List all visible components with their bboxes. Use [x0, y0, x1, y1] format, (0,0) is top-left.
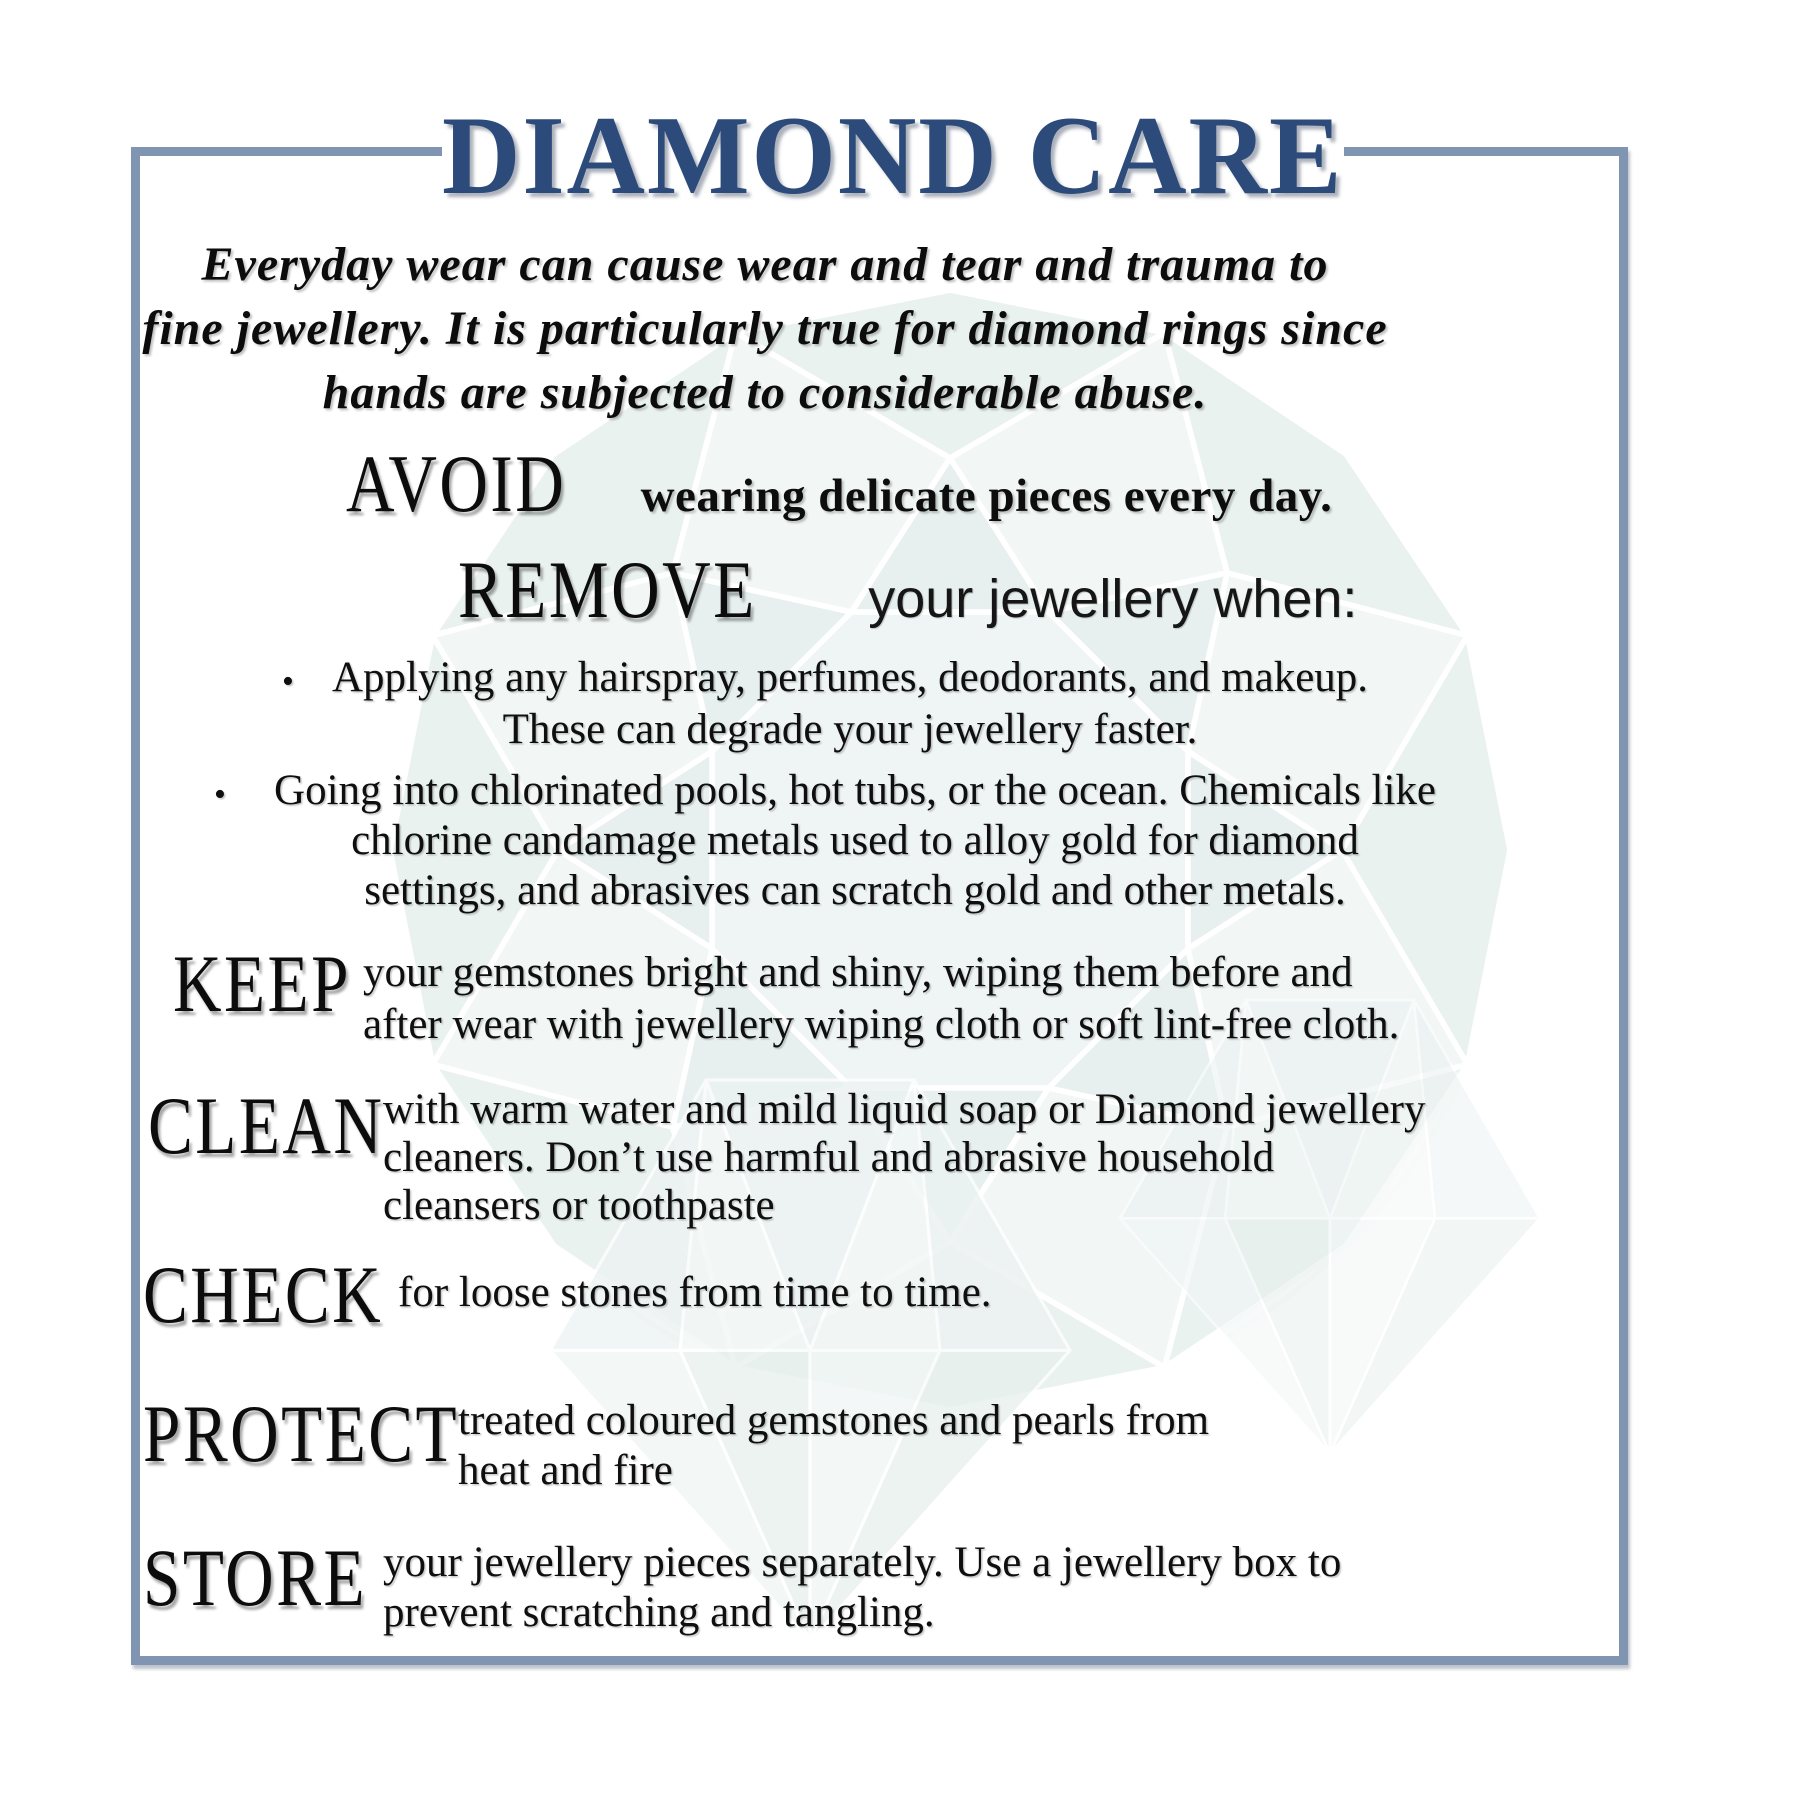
section-keyword-clean: CLEAN	[148, 1080, 385, 1171]
section-text-protect	[458, 1396, 1209, 1496]
section-line: treated coloured gemstones and pearls from	[458, 1397, 1210, 1444]
section-line: your jewellery pieces separately. Use a jewellery box to	[383, 1539, 1342, 1586]
bullet-item	[210, 652, 1490, 756]
section-text-clean	[383, 1086, 1426, 1230]
section-keyword-store: STORE	[143, 1532, 368, 1623]
intro-line: Everyday wear can cause wear and tear and trauma to	[201, 238, 1329, 291]
bullet-line: Applying any hairspray, perfumes, deodorants, and makeup.	[331, 654, 1369, 701]
section-avoid	[346, 438, 1333, 529]
intro-line: hands are subjected to considerable abuse.	[322, 366, 1208, 419]
bullet-dot-icon: •	[282, 663, 294, 700]
page-title: DIAMOND CARE	[442, 93, 1344, 218]
section-line: after wear with jewellery wiping cloth or soft lint-free cloth.	[363, 1001, 1400, 1048]
intro-paragraph	[40, 233, 1490, 425]
section-line: cleansers or toothpaste	[383, 1182, 775, 1229]
section-text-store	[383, 1538, 1341, 1638]
bullet-item	[140, 766, 1570, 916]
section-keyword-keep: KEEP	[173, 938, 351, 1029]
section-keyword-protect: PROTECT	[143, 1388, 460, 1479]
section-text-avoid: wearing delicate pieces every day.	[640, 470, 1333, 522]
section-text-remove: your jewellery when:	[868, 569, 1358, 629]
section-remove	[458, 544, 1358, 635]
section-line: for loose stones from time to time.	[398, 1269, 992, 1316]
bullet-line: Going into chlorinated pools, hot tubs, or the ocean. Chemicals like	[274, 767, 1436, 814]
bullet-line: chlorine candamage metals used to alloy gold for diamond	[351, 817, 1359, 864]
section-keyword-check: CHECK	[143, 1249, 384, 1340]
section-keyword-avoid: AVOID	[346, 438, 567, 529]
bullet-dot-icon: •	[214, 776, 226, 813]
section-text-check	[398, 1269, 992, 1317]
section-line: heat and fire	[458, 1447, 673, 1494]
title-banner	[442, 92, 1344, 220]
intro-line: fine jewellery. It is particularly true for diamond rings since	[142, 302, 1388, 355]
section-text-keep	[363, 947, 1399, 1051]
section-line: prevent scratching and tangling.	[383, 1589, 935, 1636]
bullet-line: These can degrade your jewellery faster.	[502, 706, 1198, 753]
section-line: cleaners. Don’t use harmful and abrasive household	[383, 1134, 1275, 1181]
bullet-line: settings, and abrasives can scratch gold and other metals.	[364, 867, 1346, 914]
section-line: with warm water and mild liquid soap or Diamond jewellery	[383, 1086, 1426, 1133]
section-keyword-remove: REMOVE	[458, 544, 757, 635]
section-line: your gemstones bright and shiny, wiping them before and	[363, 949, 1353, 996]
